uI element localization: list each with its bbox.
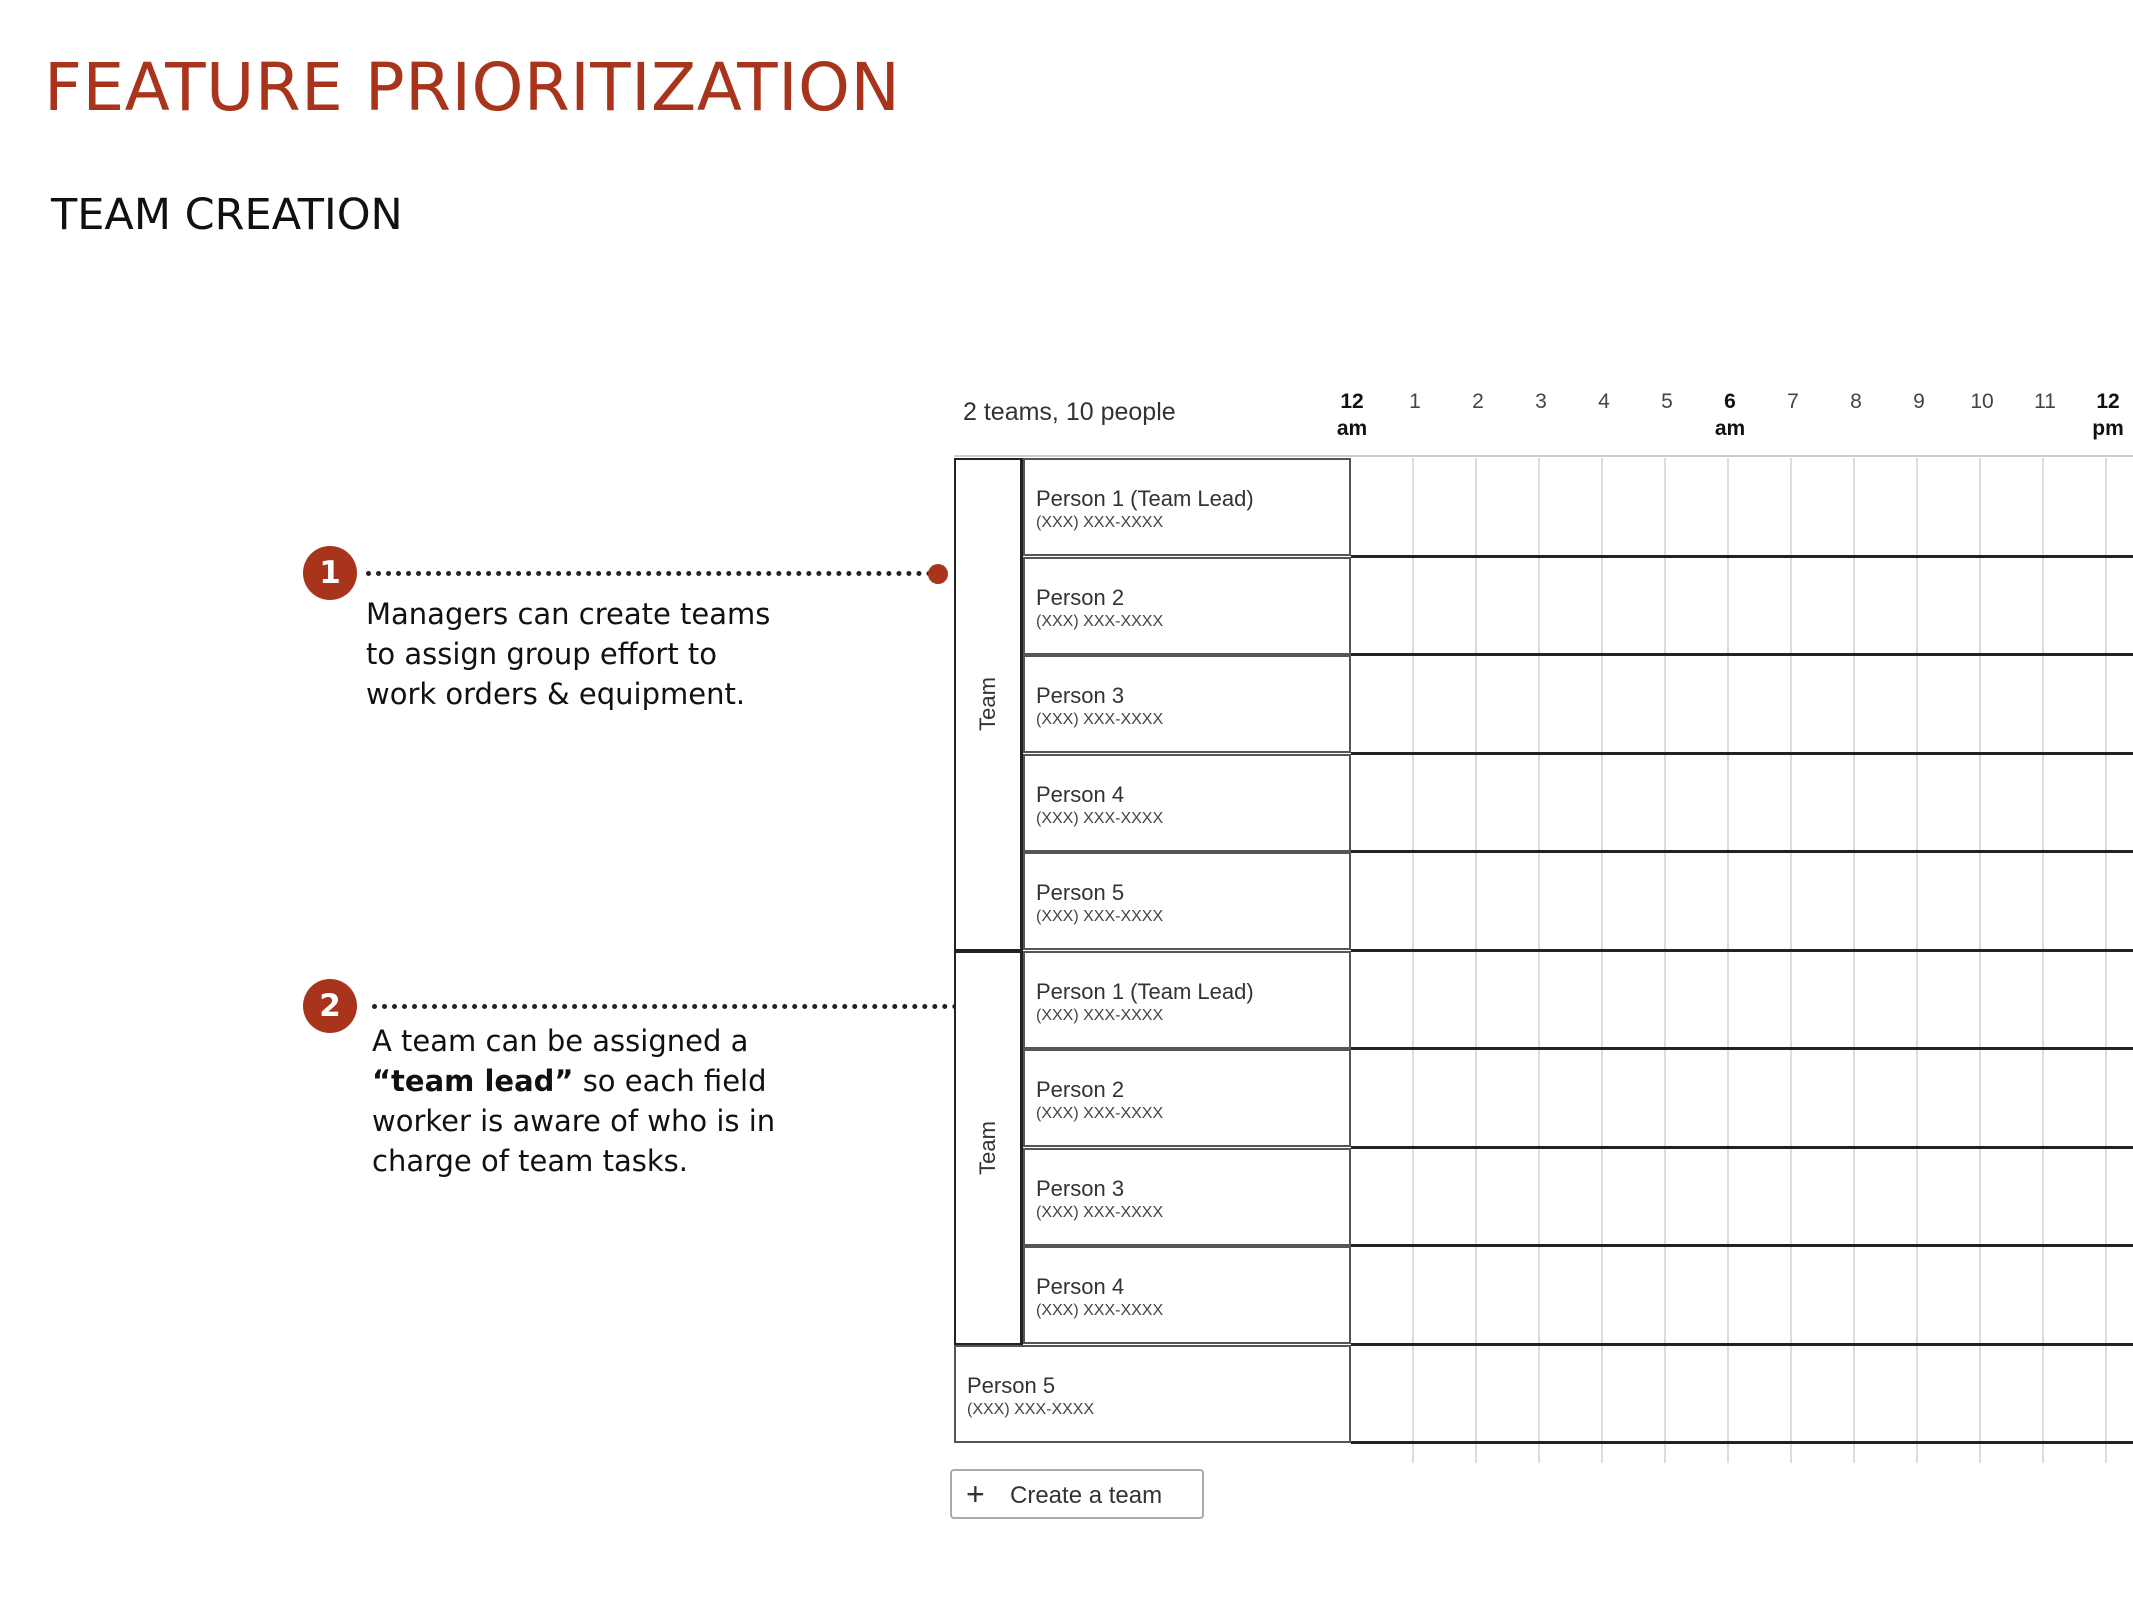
section-title: TEAM CREATION: [51, 190, 403, 240]
callout-2-text: [372, 1021, 832, 1181]
person-row[interactable]: [1023, 852, 1351, 950]
hour-number: 12: [1340, 390, 1364, 413]
hour-gridline: [1979, 458, 1981, 1463]
hour-period: am: [1714, 417, 1746, 440]
hour-label: [1826, 388, 1886, 415]
person-row[interactable]: [954, 1345, 1351, 1443]
hour-gridline: [1538, 458, 1540, 1463]
create-team-button[interactable]: [950, 1469, 1204, 1519]
callout-1-text: Managers can create teams to assign group effort to work orders & equipment.: [366, 597, 771, 711]
callout-1-endpoint: [928, 564, 948, 584]
row-divider: [1351, 949, 2133, 952]
person-row[interactable]: [1023, 1049, 1351, 1147]
header-divider: [954, 455, 2133, 457]
hour-label: [1511, 388, 1571, 415]
create-team-label: Create a team: [1010, 1482, 1163, 1509]
callout-1-badge: 1: [303, 546, 357, 600]
person-phone: (XXX) XXX-XXXX: [1036, 1302, 1164, 1319]
row-divider: [1351, 1047, 2133, 1050]
hour-number: 4: [1598, 390, 1610, 413]
row-divider: [1351, 653, 2133, 656]
person-phone: (XXX) XXX-XXXX: [1036, 809, 1164, 827]
team-group[interactable]: [954, 458, 1023, 951]
hour-gridline: [1664, 458, 1666, 1463]
hour-number: 9: [1913, 390, 1925, 413]
hour-label: [2015, 388, 2075, 415]
person-name: Person 3: [1036, 683, 1125, 708]
hour-number: 2: [1472, 390, 1484, 413]
person-row[interactable]: [1023, 951, 1351, 1049]
hour-label: [1385, 388, 1445, 415]
hour-label: [1448, 388, 1508, 415]
scheduler-summary: 2 teams, 10 people: [963, 398, 1176, 426]
hour-label: [1763, 388, 1823, 415]
person-name: Person 4: [1036, 781, 1125, 807]
team-label: Team: [975, 1120, 1000, 1175]
hour-number: 8: [1850, 390, 1862, 413]
hour-gridline: [1412, 458, 1414, 1463]
callout-2-text-end: so each field worker is aware of who is in charge of team tasks.: [372, 1064, 776, 1178]
hour-number: 1: [1409, 390, 1421, 413]
row-divider: [1351, 752, 2133, 755]
row-divider: [1351, 1146, 2133, 1149]
person-row[interactable]: [1023, 458, 1351, 556]
hour-label: [1889, 388, 1949, 415]
hour-period: am: [1336, 417, 1368, 440]
plus-icon: +: [966, 1476, 985, 1512]
person-phone: (XXX) XXX-XXXX: [1036, 1203, 1164, 1221]
hour-gridline: [1727, 458, 1729, 1463]
person-name: Person 5: [967, 1372, 1056, 1398]
hour-label: [1322, 388, 1382, 442]
hour-gridline: [2042, 458, 2044, 1463]
hour-label: [1700, 388, 1760, 442]
hour-gridline: [1916, 458, 1918, 1463]
person-name: Person 5: [1036, 880, 1125, 905]
person-row[interactable]: [1023, 754, 1351, 852]
team-group[interactable]: [954, 951, 1023, 1345]
hour-number: 11: [2034, 390, 2056, 413]
person-name: Person 4: [1036, 1274, 1125, 1299]
hour-label: [1574, 388, 1634, 415]
person-phone: (XXX) XXX-XXXX: [1036, 908, 1164, 925]
callout-2-text-bold: “team lead”: [372, 1064, 574, 1098]
hour-gridline: [1790, 458, 1792, 1463]
page-title: FEATURE PRIORITIZATION: [44, 49, 901, 126]
person-row[interactable]: [1023, 1246, 1351, 1344]
person-phone: (XXX) XXX-XXXX: [967, 1400, 1095, 1418]
row-divider: [1351, 850, 2133, 853]
hour-period: pm: [2092, 417, 2124, 440]
hour-number: 12: [2096, 390, 2120, 413]
hour-number: 7: [1787, 390, 1799, 413]
person-phone: (XXX) XXX-XXXX: [1036, 1006, 1164, 1024]
row-divider: [1351, 1441, 2133, 1444]
hour-number: 3: [1535, 390, 1547, 413]
callout-2-leader-line: [372, 1004, 1028, 1009]
hour-label: [1637, 388, 1697, 415]
row-divider: [1351, 555, 2133, 558]
callout-2-badge: 2: [303, 979, 357, 1033]
hour-number: 10: [1970, 390, 1994, 413]
callout-2-text-start: A team can be assigned a: [372, 1024, 749, 1058]
person-name: Person 3: [1036, 1175, 1125, 1201]
person-phone: (XXX) XXX-XXXX: [1036, 612, 1164, 630]
person-row[interactable]: [1023, 557, 1351, 655]
person-phone: (XXX) XXX-XXXX: [1036, 514, 1164, 531]
person-phone: (XXX) XXX-XXXX: [1036, 711, 1164, 728]
hour-gridline: [1853, 458, 1855, 1463]
hour-gridline: [1601, 458, 1603, 1463]
person-row[interactable]: [1023, 1148, 1351, 1246]
callout-1-leader-line: [366, 571, 932, 576]
person-name: Person 1 (Team Lead): [1036, 486, 1254, 511]
hour-gridline: [1475, 458, 1477, 1463]
person-phone: (XXX) XXX-XXXX: [1036, 1105, 1164, 1122]
row-divider: [1351, 1244, 2133, 1247]
hour-label: [2078, 388, 2133, 442]
row-divider: [1351, 1343, 2133, 1346]
hour-gridline: [2105, 458, 2107, 1463]
hour-label: [1952, 388, 2012, 415]
person-row[interactable]: [1023, 655, 1351, 753]
person-name: Person 2: [1036, 1077, 1125, 1102]
person-name: Person 2: [1036, 584, 1125, 610]
team-label: Team: [975, 677, 1000, 732]
hour-number: 5: [1661, 390, 1673, 413]
person-name: Person 1 (Team Lead): [1036, 978, 1254, 1004]
hour-number: 6: [1724, 390, 1736, 413]
